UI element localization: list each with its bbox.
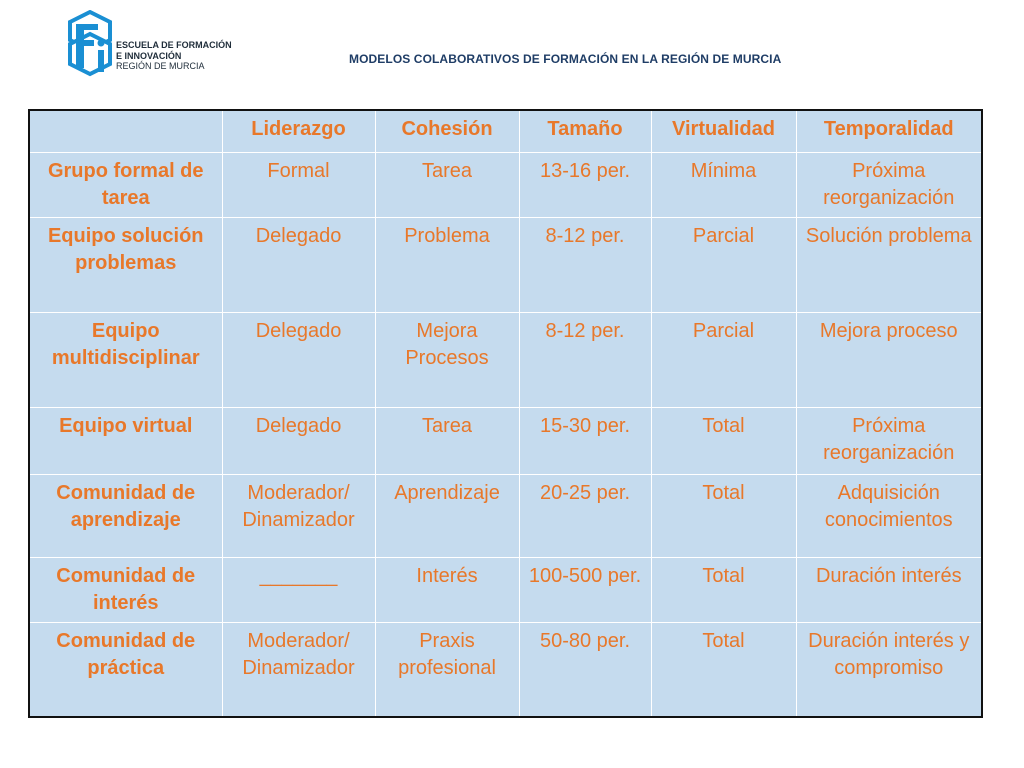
cell-cohesion: Problema: [375, 217, 519, 312]
cell-cohesion: Tarea: [375, 407, 519, 474]
cell-cohesion: Interés: [375, 557, 519, 622]
cell-temporalidad: Duración interés: [796, 557, 982, 622]
cell-liderazgo: Delegado: [222, 217, 375, 312]
cell-liderazgo: Delegado: [222, 312, 375, 407]
slide-title: MODELOS COLABORATIVOS DE FORMACIÓN EN LA REGIÓN DE MURCIA: [349, 52, 782, 66]
logo-line-1: ESCUELA DE FORMACIÓN: [116, 40, 232, 50]
table-row: [29, 474, 982, 557]
row-label: Comunidad de práctica: [29, 622, 222, 717]
cell-cohesion: Aprendizaje: [375, 474, 519, 557]
cell-cohesion: Praxis profesional: [375, 622, 519, 717]
table-row: [29, 407, 982, 474]
row-label: Equipo virtual: [29, 407, 222, 474]
cell-liderazgo: Formal: [222, 152, 375, 217]
cell-liderazgo: Moderador/ Dinamizador: [222, 622, 375, 717]
header-corner-cell: [29, 110, 222, 152]
cell-virtualidad: Total: [651, 557, 796, 622]
efi-logo: [68, 10, 248, 82]
header-tamano: Tamaño: [519, 110, 651, 152]
cell-temporalidad: Próxima reorganización: [796, 407, 982, 474]
cell-tamano: 100-500 per.: [519, 557, 651, 622]
cell-virtualidad: Total: [651, 622, 796, 717]
cell-liderazgo: _______: [222, 557, 375, 622]
table-row: [29, 312, 982, 407]
cell-temporalidad: Mejora proceso: [796, 312, 982, 407]
row-label: Equipo multidisciplinar: [29, 312, 222, 407]
header-cohesion: Cohesión: [375, 110, 519, 152]
logo-line-3: REGIÓN DE MURCIA: [116, 61, 205, 71]
efi-logo-icon: [68, 10, 112, 82]
cell-virtualidad: Total: [651, 407, 796, 474]
logo-text: [116, 40, 232, 72]
cell-temporalidad: Próxima reorganización: [796, 152, 982, 217]
cell-temporalidad: Duración interés y compromiso: [796, 622, 982, 717]
header-temporalidad: Temporalidad: [796, 110, 982, 152]
cell-tamano: 13-16 per.: [519, 152, 651, 217]
cell-tamano: 15-30 per.: [519, 407, 651, 474]
table-row: [29, 557, 982, 622]
cell-liderazgo: Moderador/ Dinamizador: [222, 474, 375, 557]
cell-virtualidad: Parcial: [651, 217, 796, 312]
row-label: Equipo solución problemas: [29, 217, 222, 312]
row-label: Comunidad de interés: [29, 557, 222, 622]
cell-liderazgo: Delegado: [222, 407, 375, 474]
logo-line-2: E INNOVACIÓN: [116, 50, 182, 61]
cell-tamano: 50-80 per.: [519, 622, 651, 717]
header-row: [29, 110, 982, 152]
cell-cohesion: Mejora Procesos: [375, 312, 519, 407]
table-row: [29, 622, 982, 717]
table-row: [29, 217, 982, 312]
cell-temporalidad: Solución problema: [796, 217, 982, 312]
header-liderazgo: Liderazgo: [222, 110, 375, 152]
cell-virtualidad: Parcial: [651, 312, 796, 407]
cell-tamano: 8-12 per.: [519, 217, 651, 312]
cell-temporalidad: Adquisición conocimientos: [796, 474, 982, 557]
header-virtualidad: Virtualidad: [651, 110, 796, 152]
row-label: Grupo formal de tarea: [29, 152, 222, 217]
cell-cohesion: Tarea: [375, 152, 519, 217]
cell-tamano: 20-25 per.: [519, 474, 651, 557]
cell-virtualidad: Mínima: [651, 152, 796, 217]
cell-tamano: 8-12 per.: [519, 312, 651, 407]
models-table: [28, 109, 983, 718]
table-row: [29, 152, 982, 217]
row-label: Comunidad de aprendizaje: [29, 474, 222, 557]
cell-virtualidad: Total: [651, 474, 796, 557]
